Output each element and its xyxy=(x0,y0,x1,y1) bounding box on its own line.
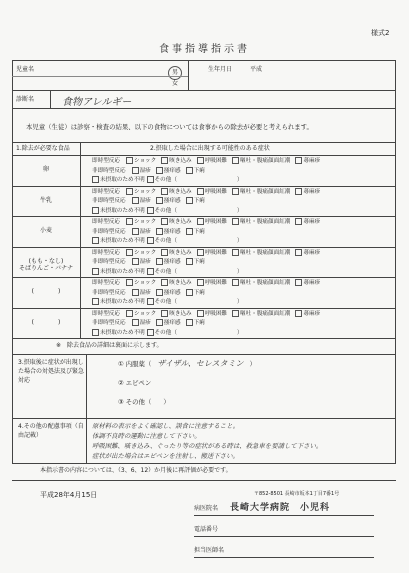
checkbox[interactable] xyxy=(156,319,163,326)
symptom-label: 蕁麻疹 xyxy=(303,158,321,164)
checkbox[interactable] xyxy=(161,279,168,286)
hospital-name-stamp: 長崎大学病院 小児科 xyxy=(230,503,331,513)
symptom-label: 下痢 xyxy=(193,289,205,296)
symptom-label: 下痢 xyxy=(193,198,205,204)
symptom-line xyxy=(92,329,243,337)
food-item: ( ) xyxy=(31,288,61,295)
item-label: その他（ xyxy=(125,398,152,406)
checkbox[interactable] xyxy=(147,176,154,183)
symptom-label: ） xyxy=(236,207,243,214)
food-item: (もも・なし) そばりんご・バナナ xyxy=(18,257,73,272)
symptom-label: 下痢 xyxy=(193,259,205,265)
reaction-type: 即時型反応 xyxy=(92,158,120,164)
checkbox[interactable] xyxy=(186,319,193,326)
checkbox[interactable] xyxy=(232,157,239,164)
symptom-label: 呼吸困難 xyxy=(204,188,228,195)
symptom-line xyxy=(92,310,325,318)
checkbox[interactable] xyxy=(92,268,99,275)
symptom-line xyxy=(92,258,210,266)
item-label: 内服薬（ xyxy=(125,360,152,368)
checkbox[interactable] xyxy=(186,197,193,204)
page-title: 食事指導指示書 xyxy=(159,44,250,55)
checkbox[interactable] xyxy=(132,167,139,174)
symptom-line xyxy=(92,289,210,297)
symptom-line xyxy=(92,298,243,306)
symptom-label: 湿疹 xyxy=(139,259,151,265)
symptom-label: 掻痒感 xyxy=(163,167,181,174)
checkbox[interactable] xyxy=(132,319,139,326)
checkbox[interactable] xyxy=(161,218,168,225)
symptom-label: 蕁麻疹 xyxy=(303,188,321,195)
section4-label: 4.その他の配慮事項（自由記載） xyxy=(18,423,84,439)
checkbox[interactable] xyxy=(232,218,239,225)
symptom-label: その他（ xyxy=(154,329,177,336)
symptom-label: 咳き込み xyxy=(169,310,192,317)
checkbox[interactable] xyxy=(92,237,99,244)
checkbox[interactable] xyxy=(232,310,239,317)
symptom-label: ショック xyxy=(133,219,157,225)
symptom-label: 湿疹 xyxy=(139,167,151,174)
symptom-label: 咳き込み xyxy=(169,219,192,225)
checkbox[interactable] xyxy=(295,279,302,286)
symptom-line xyxy=(92,279,325,287)
symptom-label: 咳き込み xyxy=(169,280,192,286)
diagnosis-label: 診断名 xyxy=(16,96,35,103)
reaction-type: 非即時型反応 xyxy=(92,228,126,235)
symptom-label: ） xyxy=(236,268,243,275)
symptom-line xyxy=(92,157,325,165)
checkbox[interactable] xyxy=(132,228,139,235)
checkbox[interactable] xyxy=(126,279,133,286)
renewal-text: 本指示書の内容については、（3、6、12）か月後に再評価が必要です。 xyxy=(40,467,232,474)
consideration-line: 体調不良時の運動に注意して下さい。 xyxy=(92,432,201,440)
symptom-label: その他（ xyxy=(154,299,177,305)
checkbox[interactable] xyxy=(92,298,99,305)
treatment-item xyxy=(118,398,170,406)
symptom-label: 嘔吐・腹痛顔面紅潮 xyxy=(240,188,291,195)
item-end: ） xyxy=(249,360,256,368)
checkbox[interactable] xyxy=(161,157,168,164)
food-item: 牛乳 xyxy=(39,196,52,204)
symptom-label: その他（ xyxy=(154,207,177,214)
symptom-label: 呼吸困難 xyxy=(204,249,228,256)
checkbox[interactable] xyxy=(186,289,193,296)
checkbox[interactable] xyxy=(295,188,302,195)
checkbox[interactable] xyxy=(147,268,154,275)
checkbox[interactable] xyxy=(197,249,204,256)
food-item: 卵 xyxy=(42,166,49,173)
sex-male: 男 xyxy=(168,66,182,80)
symptom-label: ） xyxy=(236,177,243,183)
item-number: ② xyxy=(118,379,124,387)
dob-label: 生年月日 xyxy=(208,66,233,73)
checkbox[interactable] xyxy=(147,237,154,244)
item-end: ） xyxy=(163,398,170,406)
checkbox[interactable] xyxy=(147,298,154,305)
checkbox[interactable] xyxy=(132,289,139,296)
reaction-type: 即時型反応 xyxy=(92,219,120,225)
checkbox[interactable] xyxy=(156,167,163,174)
symptom-label: 未摂取のため不明 xyxy=(100,329,145,336)
symptom-label: その他（ xyxy=(154,268,177,275)
checkbox[interactable] xyxy=(232,188,239,195)
symptom-label: 掻痒感 xyxy=(163,228,181,235)
symptom-label: 未摂取のため不明 xyxy=(100,207,145,214)
symptom-label: ショック xyxy=(133,188,157,195)
symptom-label: その他（ xyxy=(154,238,177,244)
symptom-label: ショック xyxy=(133,249,157,256)
symptom-label: 湿疹 xyxy=(139,228,151,235)
symptom-label: ） xyxy=(236,238,243,244)
checkbox[interactable] xyxy=(147,207,154,214)
symptom-line xyxy=(92,218,325,226)
checkbox[interactable] xyxy=(232,249,239,256)
treatment-item xyxy=(118,360,256,368)
checkbox[interactable] xyxy=(92,207,99,214)
checkbox[interactable] xyxy=(161,188,168,195)
symptom-line xyxy=(92,197,210,205)
symptom-label: 嘔吐・腹痛顔面紅潮 xyxy=(240,249,291,256)
hospital-address: 〒852-8501 長崎市坂本1丁目7番1号 xyxy=(254,491,340,497)
symptom-label: 下痢 xyxy=(193,228,205,235)
symptom-line xyxy=(92,188,325,196)
checkbox[interactable] xyxy=(126,249,133,256)
issue-date: 平成28年4月15日 xyxy=(40,491,98,499)
symptom-label: 嘔吐・腹痛顔面紅潮 xyxy=(240,158,291,164)
col2-header: 2.摂取した場合に出現する可能性のある症状 xyxy=(150,145,270,152)
reaction-type: 即時型反応 xyxy=(92,280,120,286)
diagnosis-value: 食物アレルギー xyxy=(62,97,132,108)
checkbox[interactable] xyxy=(197,157,204,164)
symptom-label: 未摂取のため不明 xyxy=(100,268,145,275)
symptom-label: 呼吸困難 xyxy=(204,219,228,225)
consideration-line: 症状が出た場合はエピペンを注射し、搬送下さい。 xyxy=(92,452,239,460)
checkbox[interactable] xyxy=(232,279,239,286)
reaction-type: 非即時型反応 xyxy=(92,320,126,326)
symptom-label: 湿疹 xyxy=(139,198,151,204)
col1-header: 1.除去が必要な食品 xyxy=(16,145,70,152)
reaction-type: 非即時型反応 xyxy=(92,259,126,265)
symptom-label: 掻痒感 xyxy=(163,198,181,204)
checkbox[interactable] xyxy=(295,249,302,256)
symptom-label: 湿疹 xyxy=(139,289,151,296)
era-label: 平成 xyxy=(250,66,263,73)
checkbox[interactable] xyxy=(132,258,139,265)
checkbox[interactable] xyxy=(197,279,204,286)
checkbox[interactable] xyxy=(156,197,163,204)
symptom-line xyxy=(92,237,243,245)
symptom-label: 呼吸困難 xyxy=(204,280,228,286)
checkbox[interactable] xyxy=(186,228,193,235)
symptom-label: 掻痒感 xyxy=(163,320,181,326)
consideration-line: 呼吸困難、咳き込み、ぐったり等の症状がある時は、救急車を要請して下さい。 xyxy=(92,442,323,450)
symptom-label: 呼吸困難 xyxy=(204,158,228,164)
reaction-type: 非即時型反応 xyxy=(92,167,126,174)
reaction-type: 即時型反応 xyxy=(92,310,120,317)
symptom-label: その他（ xyxy=(154,177,177,183)
doctor-label: 担当医師名 xyxy=(194,547,225,554)
symptom-line xyxy=(92,268,243,276)
symptom-label: 呼吸困難 xyxy=(204,310,228,317)
item-value: ザイザル、セレスタミン xyxy=(157,359,244,368)
note-text: ※ 除去食品の詳細は裏面に示します。 xyxy=(56,342,163,349)
checkbox[interactable] xyxy=(161,249,168,256)
checkbox[interactable] xyxy=(161,310,168,317)
section3-label: 3.摂取後に症状が出現した場合の対処法及び緊急対応 xyxy=(18,359,85,384)
symptom-label: ショック xyxy=(133,310,157,317)
checkbox[interactable] xyxy=(92,176,99,183)
checkbox[interactable] xyxy=(295,157,302,164)
symptom-line xyxy=(92,167,210,175)
symptom-label: 嘔吐・腹痛顔面紅潮 xyxy=(240,310,291,317)
checkbox[interactable] xyxy=(126,218,133,225)
checkbox[interactable] xyxy=(197,188,204,195)
child-name-label: 児童名 xyxy=(16,66,35,73)
item-number: ① xyxy=(118,360,124,368)
symptom-label: ショック xyxy=(133,280,157,286)
food-item: 小麦 xyxy=(39,227,52,234)
symptom-label: 咳き込み xyxy=(169,249,192,256)
food-item: ( ) xyxy=(31,318,61,326)
symptom-label: 未摂取のため不明 xyxy=(100,177,145,183)
checkbox[interactable] xyxy=(295,218,302,225)
symptom-label: 湿疹 xyxy=(139,320,151,326)
symptom-label: ） xyxy=(236,329,243,336)
checkbox[interactable] xyxy=(186,167,193,174)
reaction-type: 非即時型反応 xyxy=(92,289,126,296)
item-label: エピペン xyxy=(125,379,152,387)
symptom-label: 下痢 xyxy=(193,320,205,326)
checkbox[interactable] xyxy=(295,310,302,317)
symptom-line xyxy=(92,319,210,327)
checkbox[interactable] xyxy=(156,258,163,265)
symptom-label: 嘔吐・腹痛顔面紅潮 xyxy=(240,219,291,225)
treatment-item xyxy=(118,379,163,387)
checkbox[interactable] xyxy=(197,218,204,225)
symptom-label: 蕁麻疹 xyxy=(303,280,321,286)
symptom-line xyxy=(92,207,243,215)
symptom-label: 咳き込み xyxy=(169,188,192,195)
intro-text: 本児童（生徒）は診察・検査の結果、以下の食物については食事からの除去が必要と考えられます。 xyxy=(26,123,313,131)
symptom-line xyxy=(92,249,325,257)
symptom-label: 掻痒感 xyxy=(163,259,181,265)
symptom-label: 下痢 xyxy=(193,167,205,174)
item-number: ③ xyxy=(118,398,124,406)
symptom-line xyxy=(92,228,210,236)
sex-female: 女 xyxy=(172,80,179,87)
checkbox[interactable] xyxy=(126,157,133,164)
symptom-label: 未摂取のため不明 xyxy=(100,238,145,244)
checkbox[interactable] xyxy=(126,310,133,317)
checkbox[interactable] xyxy=(147,329,154,336)
reaction-type: 即時型反応 xyxy=(92,188,120,195)
consideration-line: 原材料の表示をよく確認し、誤食に注意すること。 xyxy=(92,422,239,430)
checkbox[interactable] xyxy=(92,329,99,336)
form-code: 様式2 xyxy=(371,29,390,37)
checkbox[interactable] xyxy=(156,228,163,235)
symptom-label: ） xyxy=(236,299,243,305)
checkbox[interactable] xyxy=(156,289,163,296)
checkbox[interactable] xyxy=(197,310,204,317)
symptom-label: 嘔吐・腹痛顔面紅潮 xyxy=(240,280,291,286)
checkbox[interactable] xyxy=(132,197,139,204)
symptom-label: 未摂取のため不明 xyxy=(100,299,145,305)
phone-label: 電話番号 xyxy=(194,526,219,533)
symptom-line xyxy=(92,176,243,184)
checkbox[interactable] xyxy=(126,188,133,195)
reaction-type: 即時型反応 xyxy=(92,249,120,256)
symptom-label: 蕁麻疹 xyxy=(303,219,321,225)
symptom-label: 蕁麻疹 xyxy=(303,310,321,317)
symptom-label: ショック xyxy=(133,158,157,164)
symptom-label: 咳き込み xyxy=(169,158,192,164)
reaction-type: 非即時型反応 xyxy=(92,198,126,204)
checkbox[interactable] xyxy=(186,258,193,265)
symptom-label: 掻痒感 xyxy=(163,289,181,296)
symptom-label: 蕁麻疹 xyxy=(303,249,321,256)
hospital-label: 病医院名 xyxy=(194,505,219,512)
